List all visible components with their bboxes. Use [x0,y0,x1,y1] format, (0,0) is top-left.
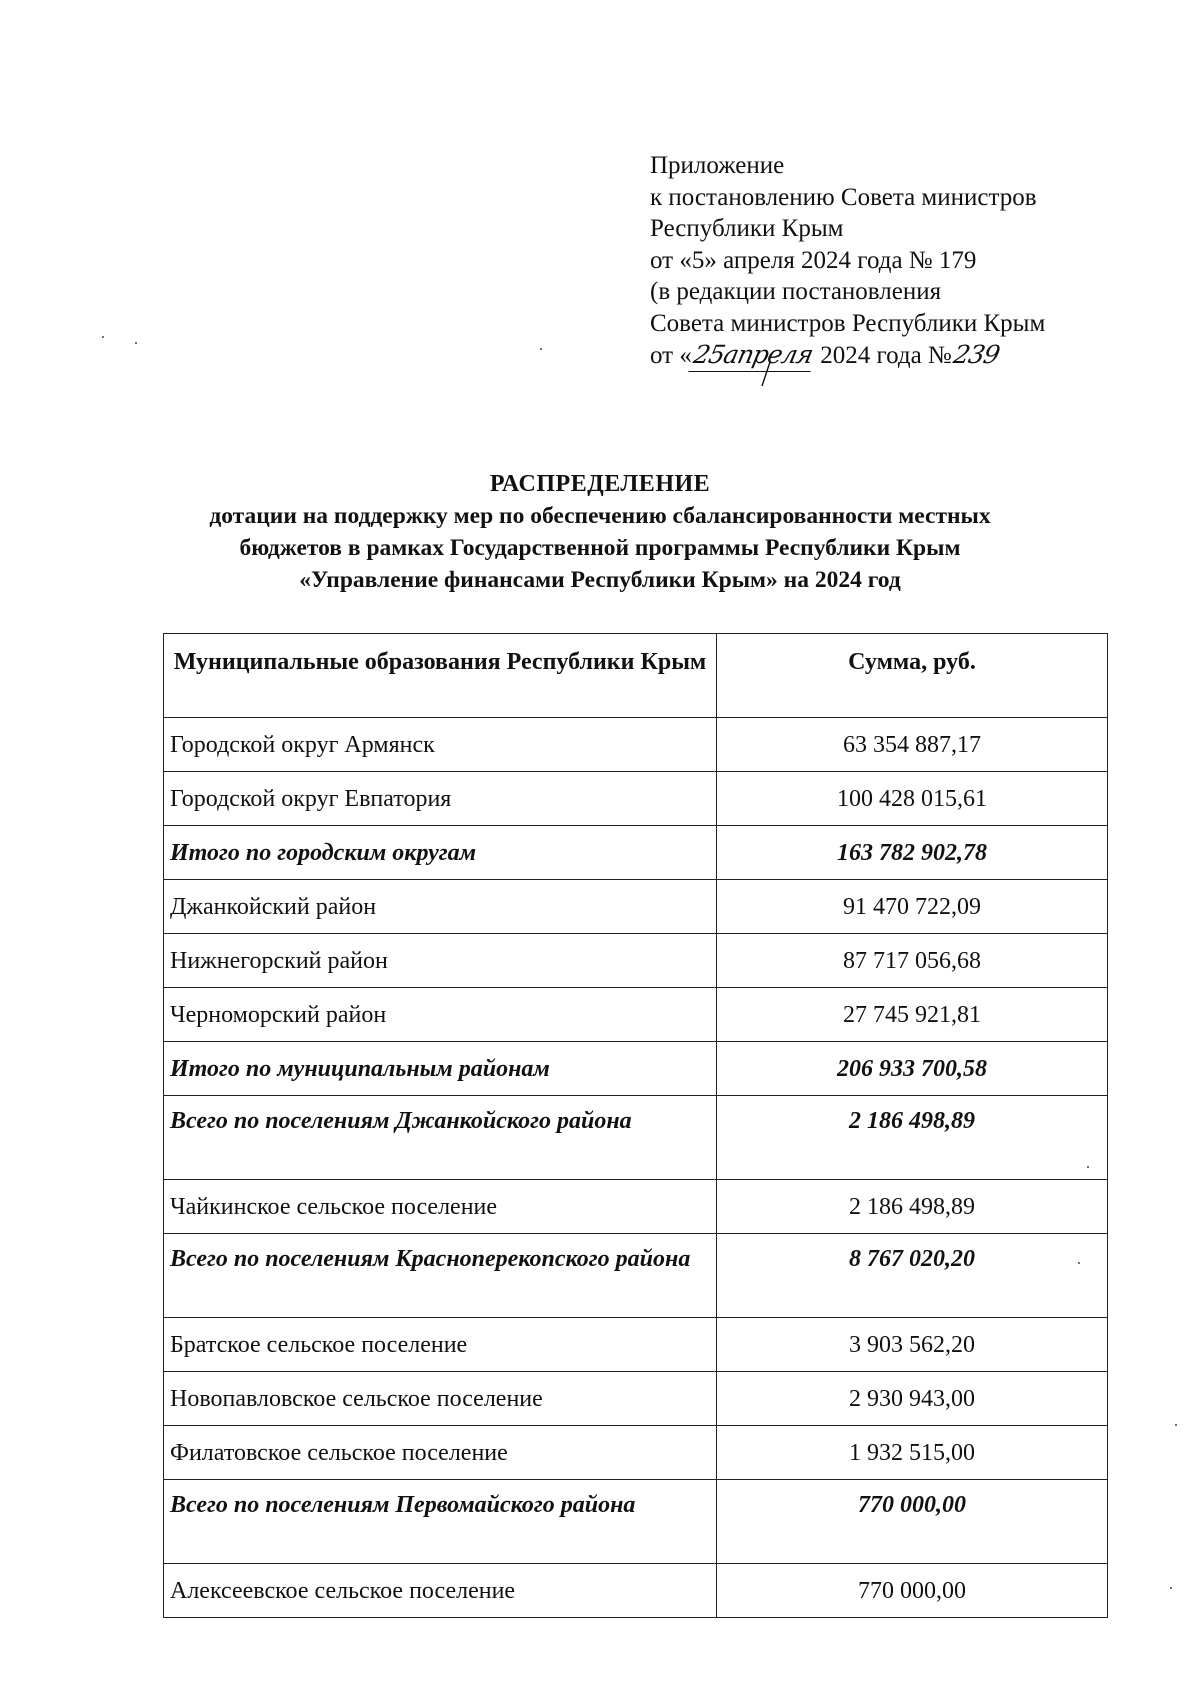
amendment-prefix: от « [650,342,692,369]
table-row-total [164,1480,1108,1564]
table-header-row [164,634,1108,718]
table-row [164,772,1108,826]
row-amount: 2 930 943,00 [717,1372,1108,1426]
row-name: Нижнегорский район [164,934,717,988]
document-title [0,468,1200,596]
row-name: Всего по поселениям Первомайского района [164,1480,717,1564]
scan-speck [1175,1424,1177,1426]
table-row-total [164,1042,1108,1096]
header-amount: Сумма, руб. [717,634,1108,718]
title-main: РАСПРЕДЕЛЕНИЕ [489,471,711,497]
row-amount: 91 470 722,09 [717,880,1108,934]
row-amount: 163 782 902,78 [717,826,1108,880]
row-name: Черноморский район [164,988,717,1042]
row-amount: 770 000,00 [717,1480,1108,1564]
appendix-line: Совета министров Республики Крым [650,309,1046,337]
row-name: Алексеевское сельское поселение [164,1564,717,1618]
row-amount: 100 428 015,61 [717,772,1108,826]
row-amount: 2 186 498,89 [717,1180,1108,1234]
table-row [164,1180,1108,1234]
table-row [164,988,1108,1042]
appendix-line: Приложение [650,152,785,179]
table-row-total [164,826,1108,880]
row-amount: 87 717 056,68 [717,934,1108,988]
row-name: Всего по поселениям Красноперекопского района [164,1234,717,1318]
appendix-line: (в редакции постановления [650,278,942,305]
amendment-date-line [650,339,1045,372]
table-row [164,1318,1108,1372]
appendix-block [650,150,1045,372]
appendix-line: к постановлению Совета министров [650,183,1037,211]
handwritten-number: 239 [950,340,1002,369]
row-name: Городской округ Армянск [164,718,717,772]
header-municipality: Муниципальные образования Республики Крым [164,634,717,718]
table-row [164,1564,1108,1618]
row-amount: 770 000,00 [717,1564,1108,1618]
appendix-line: Республики Крым [650,215,844,242]
table-row [164,718,1108,772]
distribution-table [163,633,1108,1618]
table-row [164,1372,1108,1426]
title-line: «Управление финансами Республики Крым» на 2024 год [299,567,901,593]
pen-stroke-icon [760,361,772,387]
row-amount: 206 933 700,58 [717,1042,1108,1096]
row-name: Городской округ Евпатория [164,772,717,826]
row-name: Филатовское сельское поселение [164,1426,717,1480]
scan-speck [1087,1166,1089,1168]
title-line: дотации на поддержку мер по обеспечению сбалансированности местных [209,503,991,529]
table-row [164,1426,1108,1480]
title-line: бюджетов в рамках Государственной программы Республики Крым [239,535,961,561]
table-row-total [164,1234,1108,1318]
row-name: Братское сельское поселение [164,1318,717,1372]
scan-speck [1170,1587,1172,1589]
handwritten-date: 25апреля [688,339,817,372]
row-name: Новопавловское сельское поселение [164,1372,717,1426]
row-name: Джанкойский район [164,880,717,934]
row-amount: 63 354 887,17 [717,718,1108,772]
table-row [164,934,1108,988]
row-name: Чайкинское сельское поселение [164,1180,717,1234]
row-name: Всего по поселениям Джанкойского района [164,1096,717,1180]
row-amount: 3 903 562,20 [717,1318,1108,1372]
table-row [164,880,1108,934]
table-row-total [164,1096,1108,1180]
row-amount: 27 745 921,81 [717,988,1108,1042]
scan-speck [540,348,542,350]
row-amount: 8 767 020,20 [717,1234,1108,1318]
row-name: Итого по муниципальным районам [164,1042,717,1096]
scan-speck [102,336,104,338]
appendix-line: от «5» апреля 2024 года № 179 [650,246,977,274]
scan-speck [135,342,137,344]
scan-speck [1078,1262,1080,1264]
row-amount: 2 186 498,89 [717,1096,1108,1180]
amendment-year: 2024 года № [820,342,952,369]
row-amount: 1 932 515,00 [717,1426,1108,1480]
row-name: Итого по городским округам [164,826,717,880]
